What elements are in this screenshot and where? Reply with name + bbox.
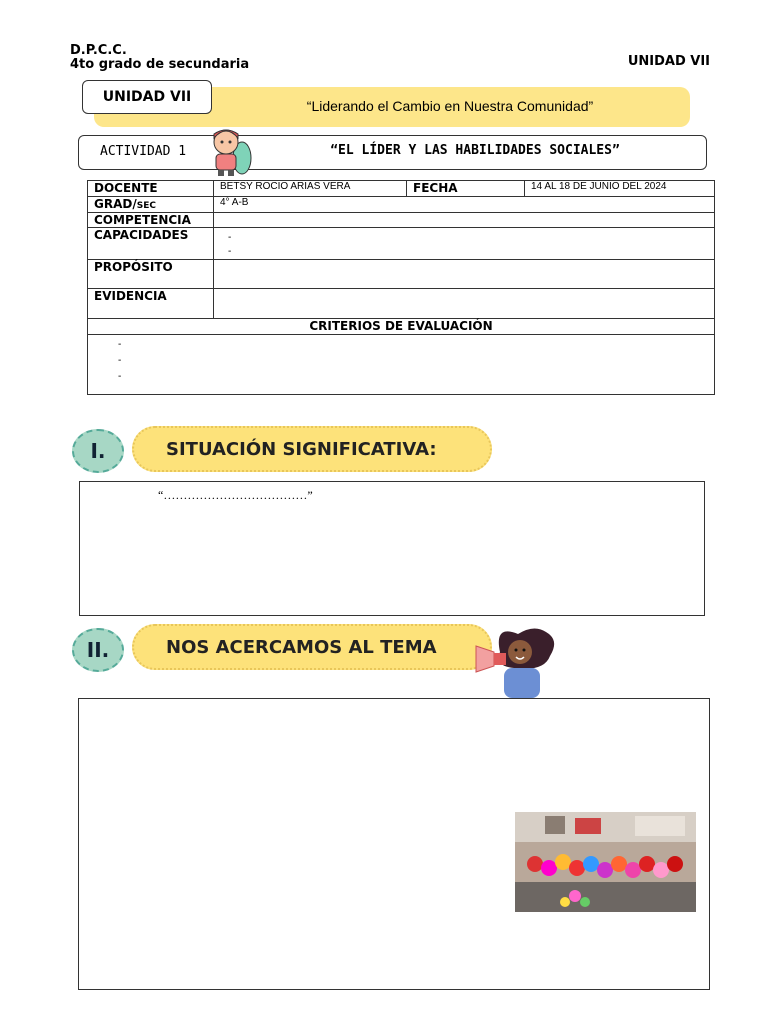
header-left xyxy=(70,44,249,72)
capacidades-label: CAPACIDADES xyxy=(88,228,214,260)
student-icon xyxy=(204,126,256,178)
fecha-value: 14 AL 18 DE JUNIO DEL 2024 xyxy=(525,181,715,197)
community-photo xyxy=(515,812,696,912)
megaphone-girl-icon xyxy=(474,626,558,698)
grade-label: 4to grado de secundaria xyxy=(70,57,250,72)
criterio-item: - xyxy=(118,355,122,366)
situation-quote: “………………………………” xyxy=(158,488,313,502)
section2-title: NOS ACERCAMOS AL TEMA xyxy=(132,624,492,670)
competencia-value xyxy=(214,213,715,228)
capacidades-value xyxy=(214,228,715,260)
docente-label: DOCENTE xyxy=(88,181,214,197)
criterio-item: - xyxy=(118,339,122,350)
capacidad-item: - xyxy=(228,232,232,243)
activity-label: ACTIVIDAD 1 xyxy=(100,144,187,159)
section1-number: I. xyxy=(72,429,124,473)
section1-title: SITUACIÓN SIGNIFICATIVA: xyxy=(132,426,492,472)
fecha-label: FECHA xyxy=(407,181,525,197)
capacidad-item: - xyxy=(228,246,232,257)
section2-number: II. xyxy=(72,628,124,672)
grado-label: GRAD/SEC xyxy=(88,197,214,213)
evidencia-label: EVIDENCIA xyxy=(88,289,214,319)
criterios-label: CRITERIOS DE EVALUACIÓN xyxy=(88,319,715,335)
grado-value: 4° A-B xyxy=(214,197,715,213)
org-name: D.P.C.C. xyxy=(70,43,127,58)
docente-value: BETSY ROCIO ARIAS VERA xyxy=(214,181,407,197)
proposito-label: PROPÓSITO xyxy=(88,260,214,289)
unit-theme: “Liderando el Cambio en Nuestra Comunidad” xyxy=(306,98,594,114)
proposito-value xyxy=(214,260,715,289)
header-unit: UNIDAD VII xyxy=(627,54,710,69)
info-table xyxy=(87,180,715,395)
evidencia-value xyxy=(214,289,715,319)
activity-title: “EL LÍDER Y LAS HABILIDADES SOCIALES” xyxy=(330,143,620,158)
unit-label: UNIDAD VII xyxy=(82,80,212,114)
criterios-value xyxy=(88,335,715,395)
criterio-item: - xyxy=(118,371,122,382)
section1-panel xyxy=(79,481,705,616)
competencia-label: COMPETENCIA xyxy=(88,213,214,228)
